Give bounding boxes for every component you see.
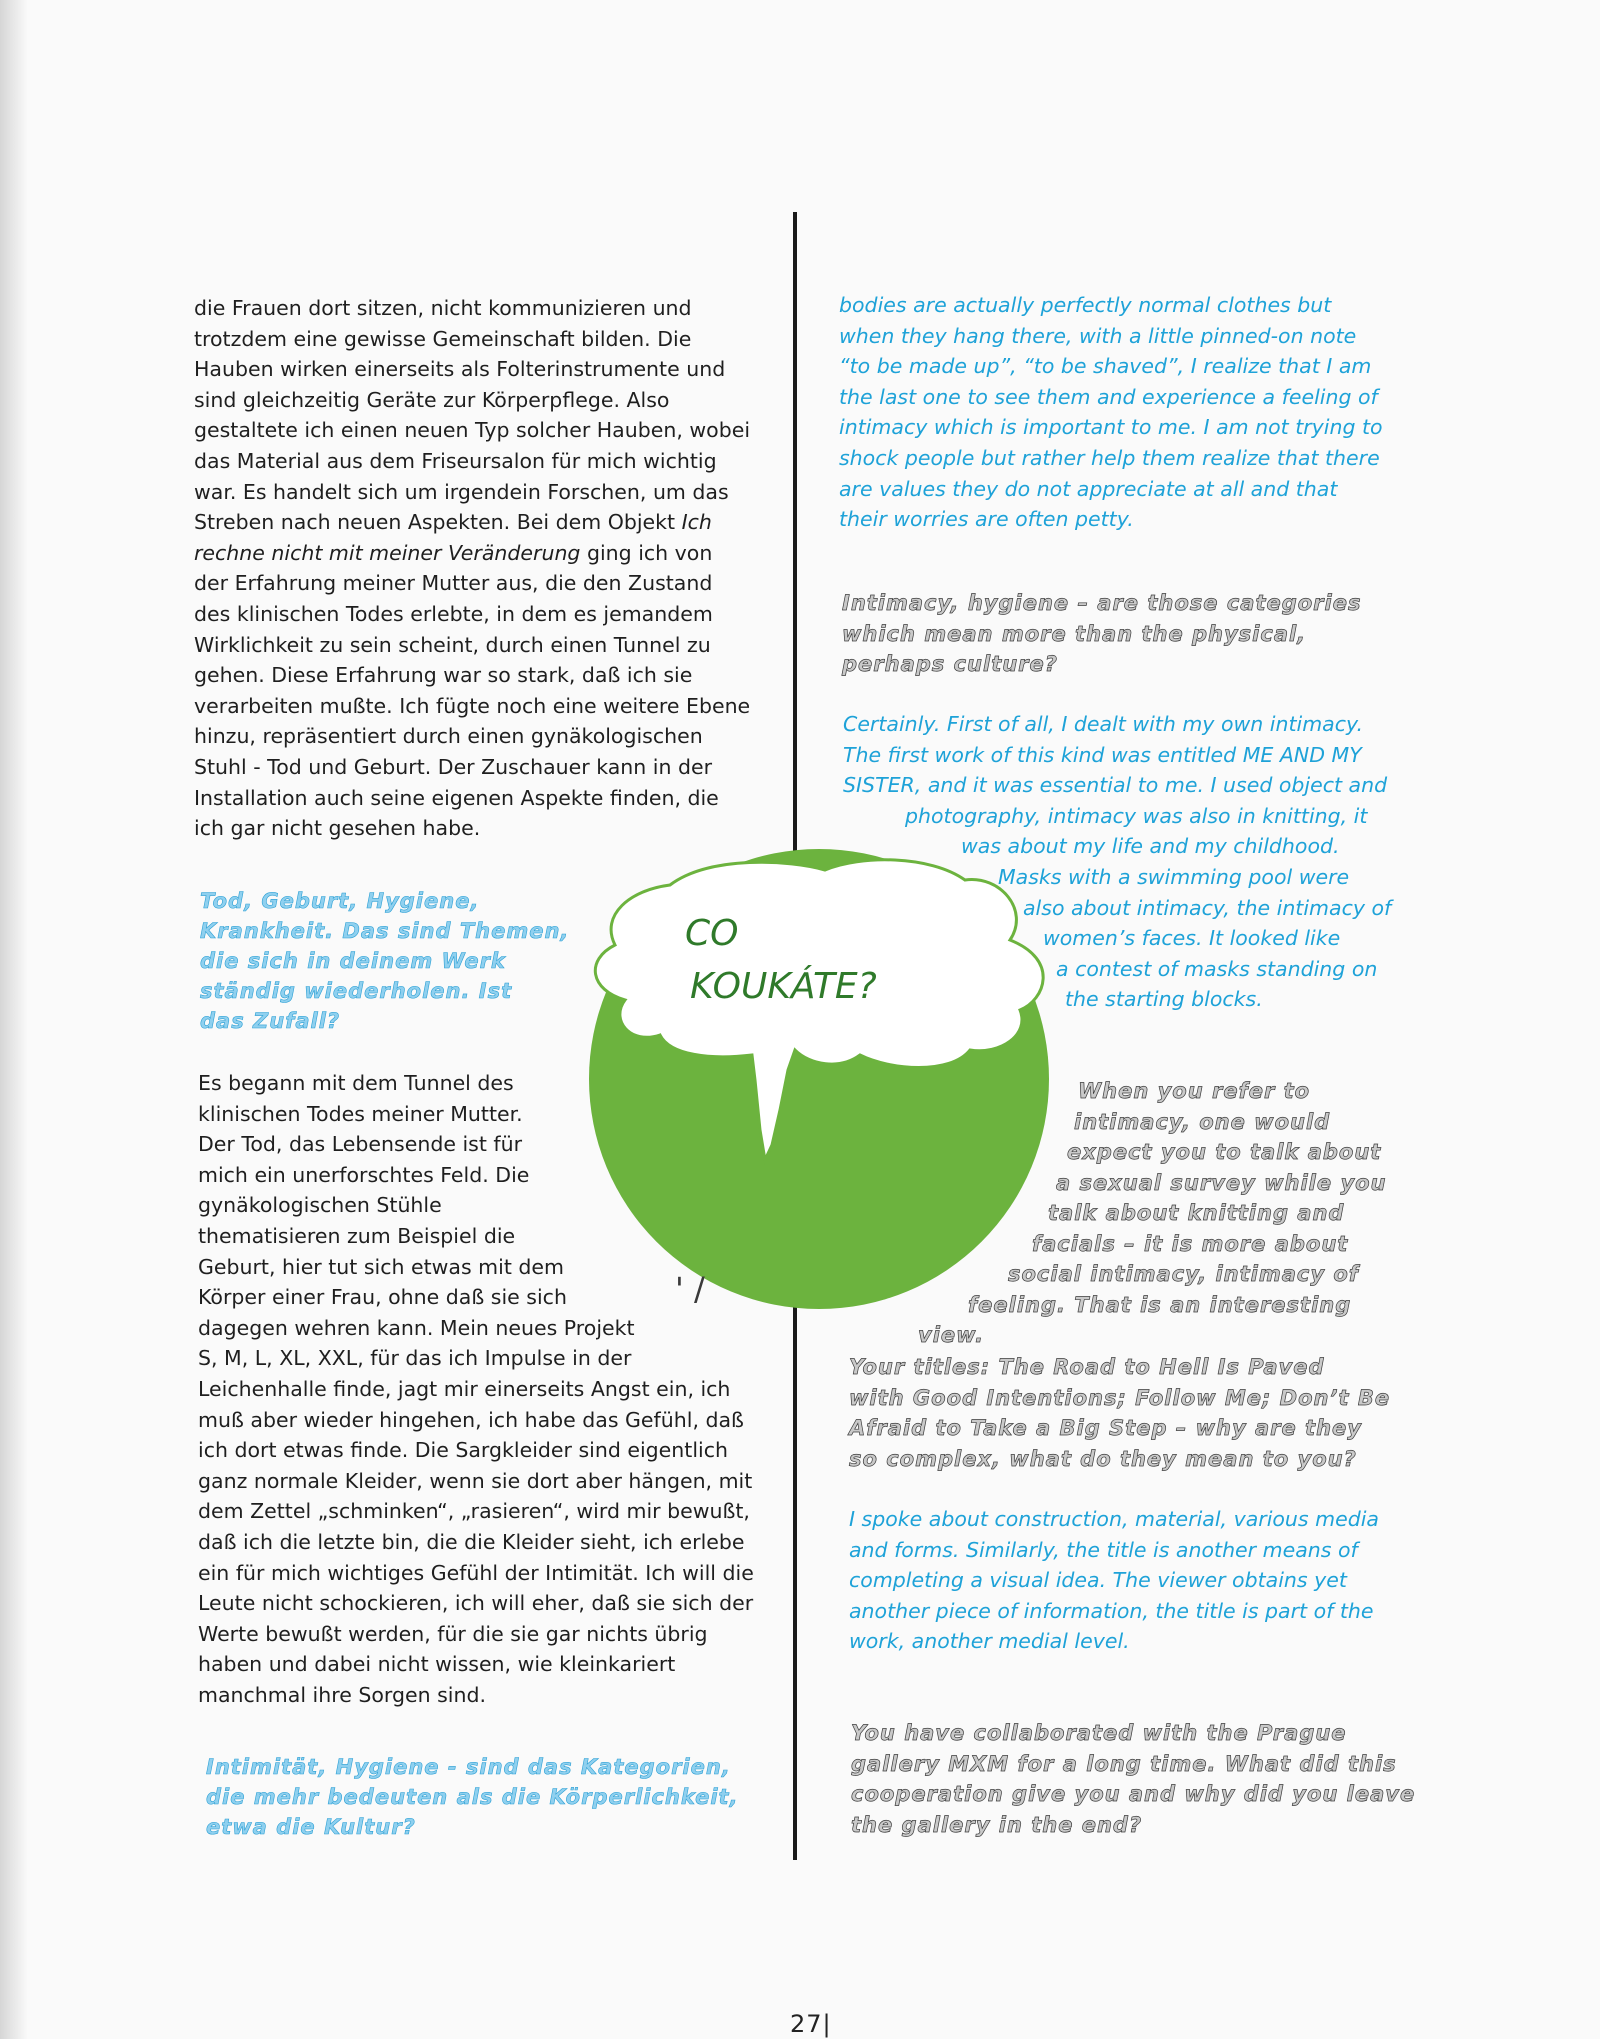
left-question-2: Intimität, Hygiene - sind das Kategorien, die mehr bedeuten als die Körperlichkeit, etwa die Kultur?	[206, 1755, 739, 1839]
left-paragraph-2: Es begann mit dem Tunnel des klinischen Todes meiner Mutter. Der Tod, das Lebensende ist für mich ein unerforschtes Feld. Die gynäkologischen Stühle thematisieren zum Beispiel die Geburt, hier tut sich etwas mit dem Körper einer Frau, ohne daß sie sich dagegen wehren kann. Mein neues Projekt S, M, L, XL, XXL, für das ich Impulse in der Leichenhalle finde, jagt mir einerseits Angst ein, ich muß aber wieder hingehen, ich habe das Gefühl, daß ich dort etwas finde. Die Sargkleider sind eigentlich ganz normale Kleider, wenn sie dort aber hängen, mit dem Zettel „schminken“, „rasieren“, wird mir bewußt, daß ich die letzte bin, die die Kleider sieht, ich erlebe ein für mich wichtiges Gefühl der Intimität. Ich will die Leute nicht schockieren, ich will eher, daß sie sich der Werte bewußt werden, für die sie gar nichts übrig haben und dabei nicht wissen, wie kleinkariert manchmal ihre Sorgen sind.	[198, 1071, 754, 1707]
left-question-1: Tod, Geburt, Hygiene, Krankheit. Das sind Themen, die sich in deinem Werk ständig wiederholen. Ist das Zufall?	[200, 889, 570, 1033]
page-number: 27|	[790, 2010, 832, 2038]
title-italic: Ich	[681, 510, 712, 535]
left-paragraph-1: die Frauen dort sitzen, nicht kommunizieren und trotzdem eine gewisse Gemeinschaft bilden. Die Hauben wirken einerseits als Folterinstrumente und sind gleichzeitig Geräte zur Körperpflege. Also gestaltete ich einen neuen Typ solcher Hauben, wobei das Material aus dem Friseursalon für mich wichtig war. Es handelt sich um irgendein Forschen, um das Streben nach neuen Aspekten. Bei dem Objekt Ich rechne nicht mit meiner Veränderung ging ich von der Erfahrung meiner Mutter aus, die den Zustand des klinischen Todes erlebte, in dem es jemandem Wirklichkeit zu sein scheint, durch einen Tunnel zu gehen. Diese Erfahrung war so stark, daß ich sie verarbeiten mußte. Ich fügte noch eine weitere Ebene hinzu, repräsentiert durch einen gynäkologischen Stuhl - Tod und Geburt. Der Zuschauer kann in der Installation auch seine eigenen Aspekte finden, die ich gar nicht gesehen habe.	[194, 296, 751, 841]
bubble-text-line2: KOUKÁTE?	[690, 966, 877, 1007]
right-paragraph-3: I spoke about construction, material, various media and forms. Similarly, the title is another means of completing a visual idea. The viewer obtains yet another piece of information, the title is part of the work, another medial level.	[849, 1507, 1379, 1654]
bubble-text-line1: CO	[685, 913, 739, 954]
right-question-1: Intimacy, hygiene – are those categories which mean more than the physical, perhaps culture?	[842, 591, 1362, 676]
bubble-marks: ' /	[675, 1270, 705, 1308]
right-paragraph-1: bodies are actually perfectly normal clothes but when they hang there, with a little pinned-on note “to be made up”, “to be shaved”, I realize that I am the last one to see them and experience a feeling of intimacy which is important to me. I am not trying to shock people but rather help them realize that there are values they do not appreciate at all and that their worries are often petty.	[839, 293, 1383, 532]
right-question-3: Your titles: The Road to Hell Is Paved with Good Intentions; Follow Me; Don’t Be Afraid to Take a Big Step – why are they so complex, what do they mean to you?	[849, 1355, 1391, 1471]
right-paragraph-2: Certainly. First of all, I dealt with my own intimacy. The first work of this kind was entitled ME AND MY SISTER, and it was essential to me. I used object and photography, intimacy was also in knitting, it was about my life and my childhood. Masks with a swimming pool were also about intimacy, the intimacy of women’s faces. It looked like a contest of masks standing on the starting blocks.	[843, 712, 1392, 1012]
page-gutter-shadow	[0, 0, 28, 2039]
right-question-2: When you refer to intimacy, one would expect you to talk about a sexual survey while you talk about knitting and facials – it is more about social intimacy, intimacy of feeling. That is an interesting view.	[918, 1079, 1387, 1347]
right-question-4: You have collaborated with the Prague gallery MXM for a long time. What did this cooperation give you and why did you leave the gallery in the end?	[851, 1721, 1416, 1837]
title-italic: rechne nicht mit meiner Veränderung	[194, 540, 581, 565]
